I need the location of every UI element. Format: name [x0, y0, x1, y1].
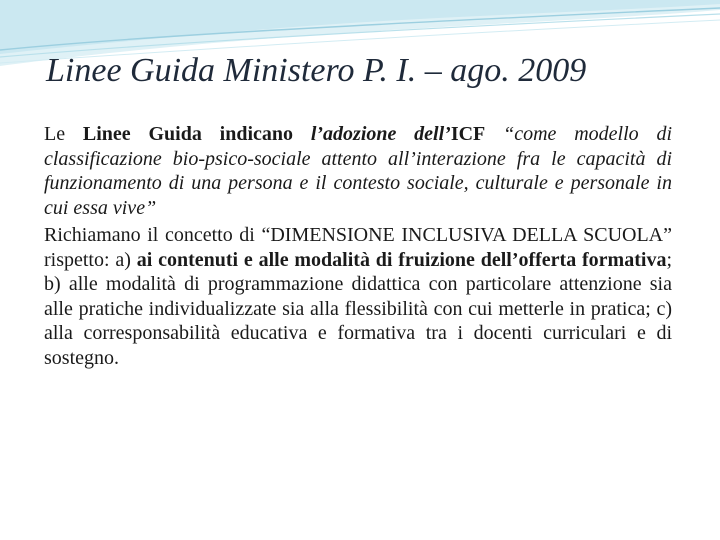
- p2-text-2: a): [115, 248, 137, 271]
- p2-text-3: ai contenuti e alle modalità di fruizione dell’offerta formativa: [136, 248, 667, 271]
- p1-text-4: ICF: [450, 123, 486, 145]
- p2-text-4: ; b) alle modalità di programmazione didattica con particolare attenzione sia alle pratiche individualizzate sia alla flessibilità con cui metterle in pratica; c) alla corresponsabilità educativa e formativa tra i docenti curriculari e di sostegno.: [44, 248, 673, 369]
- p1-text-3: l’adozione dell’: [310, 123, 451, 145]
- p1-text-1: Le: [44, 123, 83, 145]
- slide-title: Linee Guida Ministero P. I. – ago. 2009: [46, 52, 587, 89]
- p2-text-1: Richiamano il concetto di “DIMENSIONE INCLUSIVA DELLA SCUOLA” rispetto:: [44, 224, 672, 271]
- p1-text-2: Linee Guida indicano: [82, 123, 311, 145]
- paragraph-dimensione-inclusiva: [44, 223, 672, 370]
- paragraph-icf: [44, 122, 672, 220]
- slide-body: [44, 122, 672, 370]
- p1-text-5: “come modello di classificazione bio-psico-sociale attento all’interazione fra le capacità di funzionamento di una persona e il contesto sociale, culturale e personale in cui essa vive”: [44, 123, 672, 219]
